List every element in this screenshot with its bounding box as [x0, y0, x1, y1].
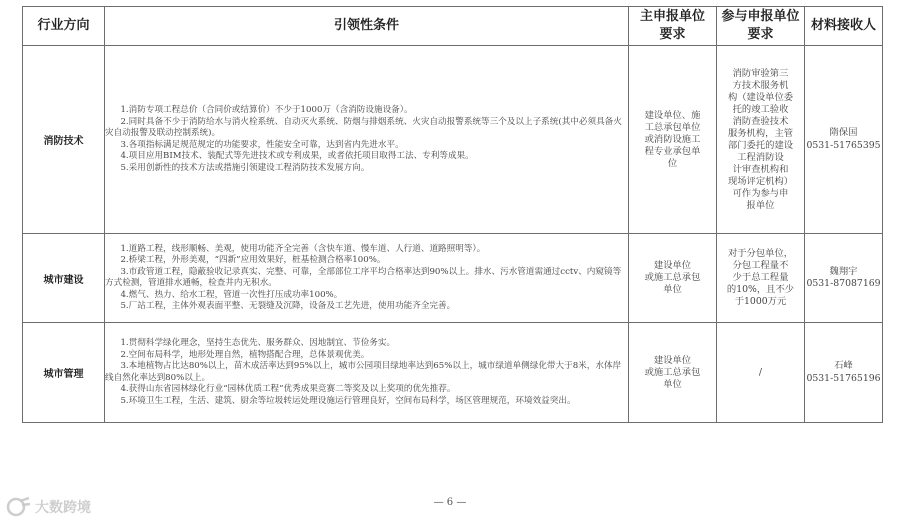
condition-item: 4.燃气、热力、给水工程，管道一次性打压成功率100%。 — [120, 289, 343, 300]
table-row-urban-construction — [23, 234, 883, 323]
requirements-table — [22, 6, 883, 423]
header-main-unit-line: 要求 — [659, 27, 686, 42]
cell-line: 建设单位 — [653, 354, 692, 366]
header-main-unit — [629, 7, 717, 46]
condition-item: 2.同时具备不少于消防给水与消火栓系统、自动灭火系统、防烟与排烟系统、火灾自动报警系统等三个及以上子系统(其中必须具备火灾自动报警及联动控制系统)。 — [105, 116, 622, 138]
cell-line: 或施工总承包 — [644, 366, 701, 378]
condition-item: 1.贯彻科学绿化理念，坚持生态优先、服务群众、因地制宜、节俭务实。 — [120, 338, 396, 348]
receiver-cell — [805, 234, 883, 323]
cell-line: 计审查机构和 — [732, 163, 789, 175]
cell-line: 部门委托的建设 — [727, 139, 794, 151]
header-co-unit-line: 参与申报单位 — [721, 9, 800, 24]
condition-item: 1.道路工程，线形顺畅、美观，使用功能齐全完善（含快车道、慢车道、人行道、道路照明等）。 — [120, 243, 486, 254]
conditions-list — [105, 244, 628, 313]
cell-line: 单位 — [663, 378, 682, 390]
header-main-unit-line: 主申报单位 — [639, 9, 705, 24]
receiver-cell — [805, 46, 883, 234]
cell-line: 构（建设单位委 — [727, 91, 794, 103]
condition-item: 1.消防专项工程总价（合同价或结算价）不少于1000万（含消防设施设备）。 — [120, 105, 413, 115]
cell-line: 程专业承包单 — [644, 145, 701, 157]
cell-line: 或施工总承包 — [644, 272, 701, 283]
contact-phone: 0531-51765395 — [806, 139, 881, 151]
cell-line: 建设单位 — [653, 260, 692, 271]
cell-line: 方技术服务机 — [732, 79, 789, 91]
condition-item: 2.桥梁工程，外形美观，“四新”应用效果好，桩基检测合格率100%。 — [120, 255, 386, 265]
condition-item: 3.市政管道工程，隐蔽验收记录真实、完整、可靠，全部部位工序平均合格率达到90%以上。排水、污水管道需通过cctv、内窥镜等方式检测，管道排水通畅，检查井内无积水。 — [105, 266, 622, 288]
industry-cell: 消防技术 — [23, 46, 105, 234]
table-row-urban-management — [23, 323, 883, 423]
conditions-cell — [105, 323, 629, 423]
cell-line: 或消防设施工 — [644, 133, 701, 145]
cell-line: 消防查验技术 — [732, 115, 789, 127]
cell-line: 消防审验第三 — [732, 67, 789, 79]
condition-item: 5.厂站工程，主体外观表面平整、无裂缝及沉降，设备及工艺先进，使用功能齐全完善。 — [120, 301, 456, 311]
condition-item: 2.空间布局科学，地形处理自然，植物搭配合理，总体景观优美。 — [120, 349, 370, 360]
co-unit-cell — [717, 323, 805, 423]
main-unit-cell — [629, 234, 717, 323]
contact-name: 魏翔宇 — [829, 265, 858, 277]
header-conditions: 引领性条件 — [105, 7, 629, 46]
co-unit-cell — [717, 234, 805, 323]
condition-item: 5.环境卫生工程，生活、建筑、厨余等垃圾转运处理设施运行管理良好，空间布局科学，场区管理规范，环境效益突出。 — [120, 395, 576, 406]
cell-line: 工程消防设 — [737, 151, 784, 163]
page-number: — 6 — — [433, 497, 467, 508]
condition-item: 3.本地植物占比达80%以上，苗木成活率达到95%以上，城市公园项目绿地率达到65%以上，城市绿道单侧绿化带大于8米，水体岸线自然化率达到80%以上。 — [105, 361, 622, 383]
cell-line: 对于分包单位， — [727, 248, 794, 259]
cell-line: 的10%，且不少 — [726, 284, 795, 295]
cell-line: 报单位 — [746, 199, 775, 211]
contact-name: 石峰 — [834, 360, 853, 371]
header-co-unit — [717, 7, 805, 46]
cell-line: 分包工程量不 — [732, 260, 789, 271]
contact-phone: 0531-87087169 — [806, 278, 881, 289]
co-unit-cell — [717, 46, 805, 234]
cell-line: 于1000万元 — [734, 296, 787, 307]
condition-item: 4.项目应用BIM技术、装配式等先进技术或专利成果，或者依托项目取得工法、专利等成果。 — [120, 151, 474, 161]
industry-cell: 城市建设 — [23, 234, 105, 323]
cell-line: 可作为参与申 — [732, 187, 789, 199]
header-industry: 行业方向 — [23, 7, 105, 46]
watermark-text: 大数跨境 — [35, 500, 91, 516]
watermark-logo-icon — [5, 496, 31, 518]
header-row — [23, 7, 883, 46]
cell-line: 少于总工程量 — [732, 272, 789, 283]
cell-line: 位 — [667, 157, 678, 169]
contact-phone: 0531-51765196 — [806, 372, 881, 384]
cell-line: 现场评定机构） — [727, 175, 794, 187]
condition-item: 4.获得山东省园林绿化行业“园林优质工程”优秀成果竞赛二等奖及以上奖项的优先推荐。 — [120, 384, 456, 394]
contact-name: 隋保国 — [829, 127, 858, 138]
conditions-cell — [105, 234, 629, 323]
header-co-unit-line: 要求 — [747, 27, 774, 42]
cell-line: 单位 — [663, 284, 682, 295]
condition-item: 5.采用创新性的技术方法或措施引领建设工程消防技术发展方向。 — [120, 162, 370, 173]
watermark — [5, 496, 91, 518]
cell-line: 建设单位、施 — [644, 109, 701, 121]
conditions-cell — [105, 46, 629, 234]
condition-item: 3.各项指标满足规范规定的功能要求，性能安全可靠，达到省内先进水平。 — [120, 139, 404, 150]
conditions-list — [105, 338, 628, 407]
table-row-fire — [23, 46, 883, 234]
cell-line: / — [758, 366, 763, 378]
main-unit-cell — [629, 323, 717, 423]
main-unit-cell — [629, 46, 717, 234]
cell-line: 服务机构，主管 — [727, 127, 794, 139]
cell-line: 托的竣工验收 — [732, 103, 789, 115]
industry-cell: 城市管理 — [23, 323, 105, 423]
cell-line: 工总承包单位 — [644, 121, 701, 133]
receiver-cell — [805, 323, 883, 423]
header-receiver: 材料接收人 — [805, 7, 883, 46]
conditions-list — [105, 105, 628, 174]
